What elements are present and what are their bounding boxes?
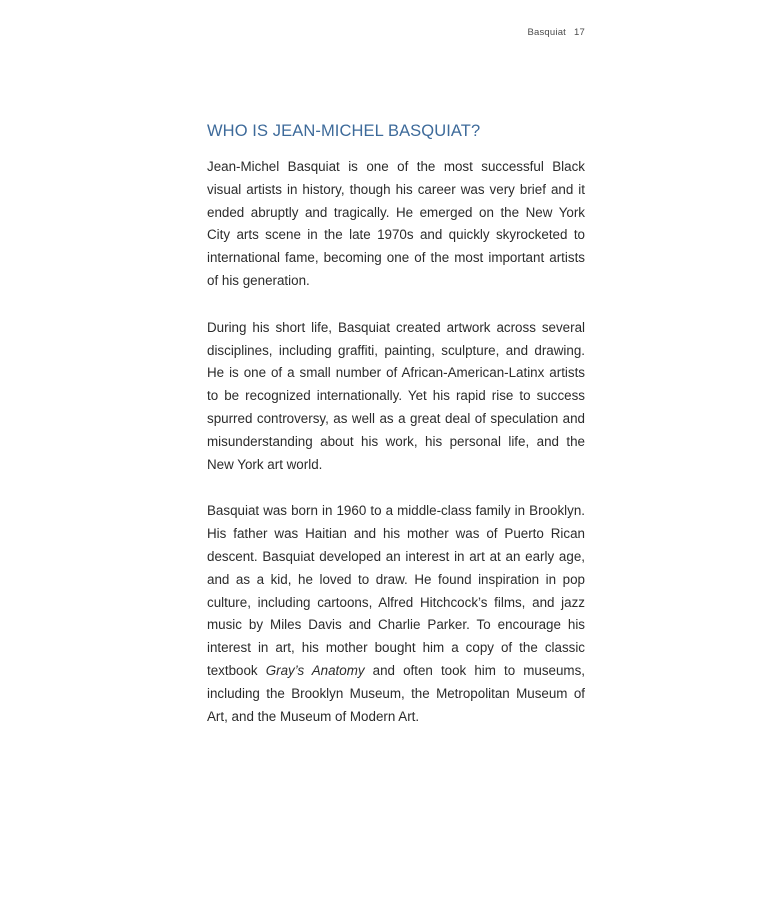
paragraph-3	[207, 500, 585, 728]
section-heading: WHO IS JEAN-MICHEL BASQUIAT?	[207, 122, 481, 140]
section-content	[207, 120, 585, 752]
running-head	[527, 27, 585, 38]
paragraph-3-text-end: and often took him to museums, including the Brooklyn Museum, the Metropolitan Museum of Art, and the Museum of Modern Art.	[207, 662, 585, 724]
page-number: 17	[574, 27, 585, 38]
paragraph-1: Jean-Michel Basquiat is one of the most successful Black visual artists in history, though his career was very brief and it ended abruptly and tragically. He emerged on the New York City arts scene in the late 1970s and quickly skyrocketed to international fame, becoming one of the most important artists of his generation.	[207, 159, 585, 288]
paragraph-2: During his short life, Basquiat created artwork across several disciplines, including graffiti, painting, sculpture, and drawing. He is one of a small number of African-American-Latinx artists to be recognized internationally. Yet his rapid rise to success spurred controversy, as well as a great deal of speculation and misunderstanding about his work, his personal life, and the New York art world.	[207, 319, 585, 472]
running-head-title: Basquiat	[527, 27, 567, 38]
book-title-italic: Gray’s Anatomy	[265, 662, 365, 678]
paragraph-3-text-start: Basquiat was born in 1960 to a middle-class family in Brooklyn. His father was Haitian and his mother was of Puerto Rican descent. Basquiat developed an interest in art at an early age, and as a kid, he loved to draw. He found inspiration in pop culture, including cartoons, Alfred Hitchcock’s films, and jazz music by Miles Davis and Charlie Parker. To encourage his interest in art, his mother bought him a copy of the classic textbook	[207, 503, 585, 678]
